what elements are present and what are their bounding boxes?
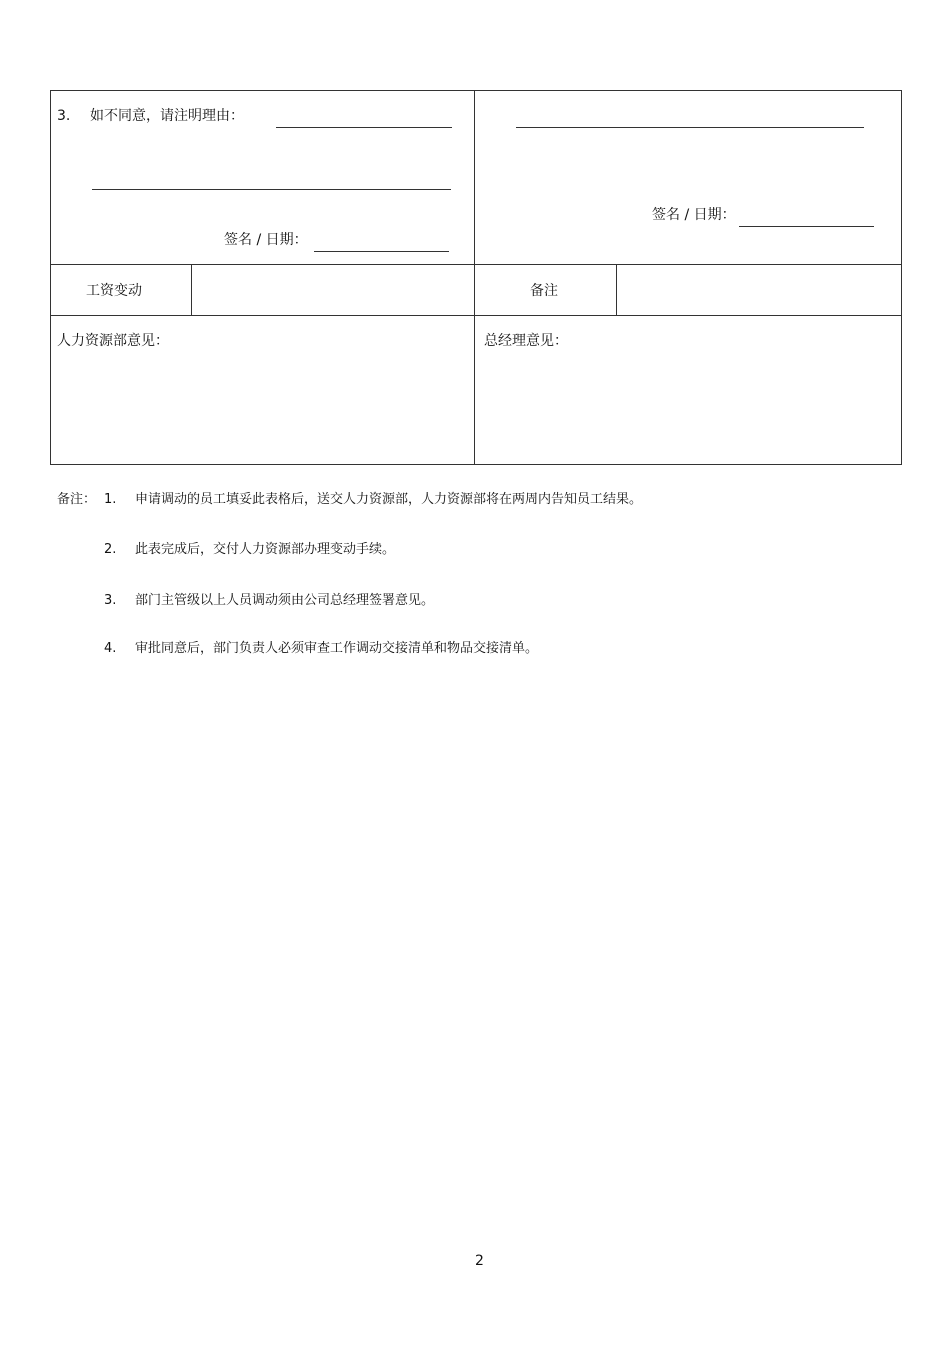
right-signature-date-line[interactable]	[739, 226, 874, 227]
gm-opinion-label: 总经理意见：	[484, 333, 568, 349]
remarks-label: 备注	[530, 283, 558, 299]
right-signature-date-label: 签名 / 日期：	[652, 207, 736, 223]
note-text: 此表完成后，交付人力资源部办理变动手续。	[135, 542, 396, 557]
section-number: 3.	[57, 108, 71, 124]
note-number: 2.	[104, 542, 117, 557]
hr-opinion-label: 人力资源部意见：	[57, 333, 169, 349]
note-text: 审批同意后，部门负责人必须审查工作调动交接清单和物品交接清单。	[135, 641, 539, 656]
right-reason-line[interactable]	[516, 127, 864, 128]
disagree-reason-label: 如不同意，请注明理由：	[90, 108, 244, 124]
left-signature-date-line[interactable]	[314, 251, 449, 252]
left-signature-date-label: 签名 / 日期：	[224, 232, 308, 248]
remarks-field[interactable]	[617, 265, 901, 314]
hr-opinion-field[interactable]	[51, 355, 473, 464]
note-text: 申请调动的员工填妥此表格后，送交人力资源部，人力资源部将在两周内告知员工结果。	[135, 492, 643, 507]
disagree-reason-line-2[interactable]	[92, 189, 451, 190]
note-number: 4.	[104, 641, 117, 656]
page-number: 2	[475, 1253, 484, 1269]
note-text: 部门主管级以上人员调动须由公司总经理签署意见。	[135, 593, 435, 608]
salary-change-field[interactable]	[192, 265, 473, 314]
salary-change-label: 工资变动	[86, 283, 142, 299]
disagree-reason-line-1[interactable]	[276, 127, 452, 128]
gm-opinion-field[interactable]	[475, 355, 901, 464]
notes-prefix: 备注：	[57, 492, 97, 507]
table-row-divider-2	[50, 315, 902, 316]
note-number: 3.	[104, 593, 117, 608]
note-number: 1.	[104, 492, 117, 507]
